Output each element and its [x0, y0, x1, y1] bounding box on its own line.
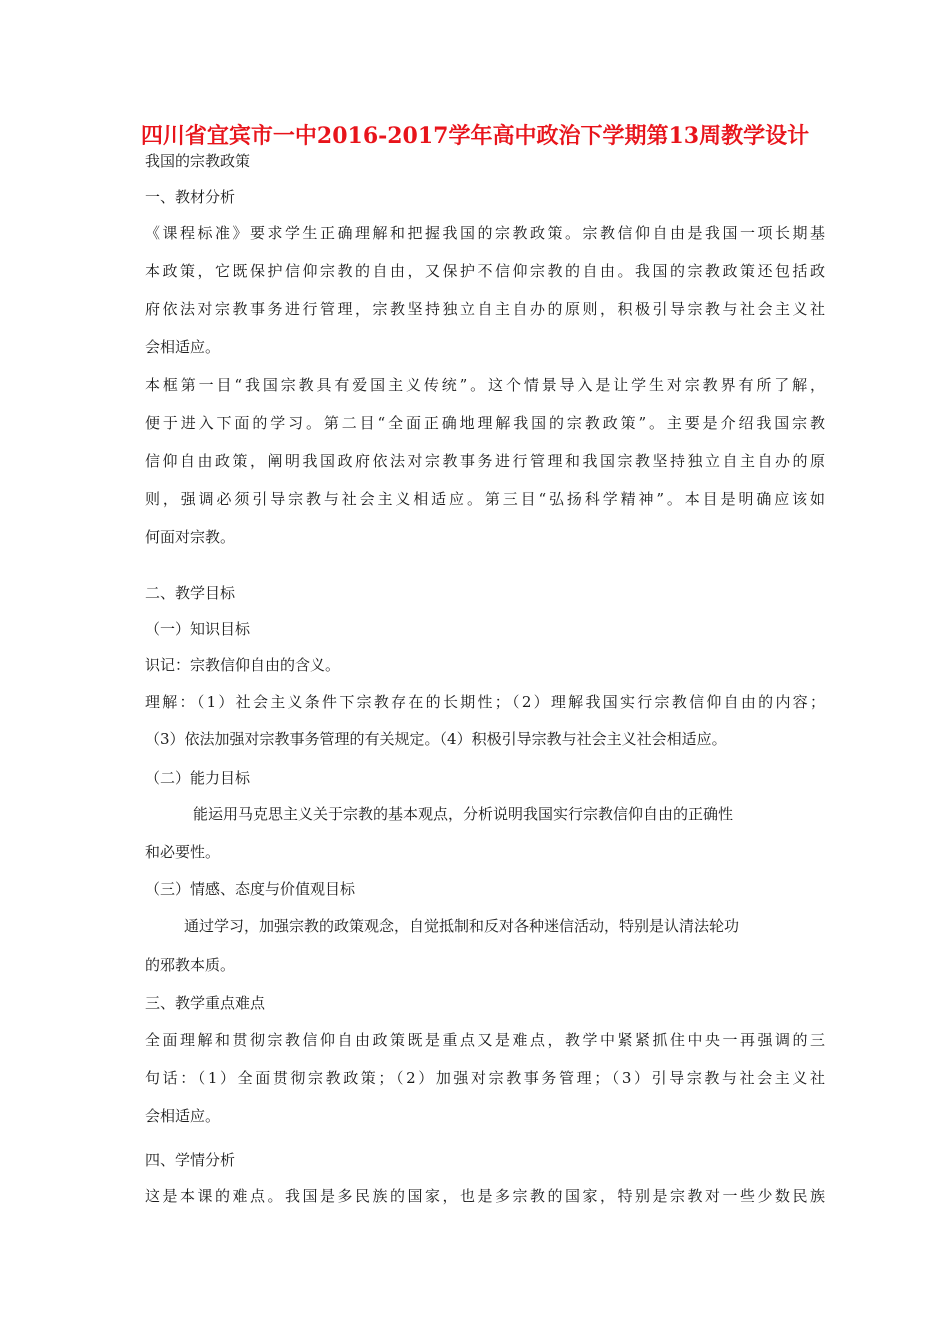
paragraph-line: 全面理解和贯彻宗教信仰自由政策既是重点又是难点，教学中紧紧抓住中央一再强调的三	[145, 1031, 825, 1049]
paragraph-line: 本框第一目“我国宗教具有爱国主义传统”。这个情景导入是让学生对宗教界有所了解，	[145, 376, 825, 394]
paragraph-line: 和必要性。	[145, 843, 221, 861]
paragraph-line: 便于进入下面的学习。第二目“全面正确地理解我国的宗教政策”。主要是介绍我国宗教	[145, 414, 825, 432]
paragraph-line: 何面对宗教。	[145, 528, 236, 546]
paragraph-line: 信仰自由政策，阐明我国政府依法对宗教事务进行管理和我国宗教坚持独立自主自办的原	[145, 452, 825, 470]
subsection-heading: （二）能力目标	[145, 769, 251, 787]
paragraph-line: 识记：宗教信仰自由的含义。	[145, 656, 341, 674]
paragraph-line: 会相适应。	[145, 1107, 221, 1125]
paragraph-line: 本政策，它既保护信仰宗教的自由，又保护不信仰宗教的自由。我国的宗教政策还包括政	[145, 262, 825, 280]
paragraph-line: 这是本课的难点。我国是多民族的国家，也是多宗教的国家，特别是宗教对一些少数民族	[145, 1187, 825, 1205]
paragraph-line: （3）依法加强对宗教事务管理的有关规定。（4）积极引导宗教与社会主义社会相适应。	[145, 730, 727, 748]
section-heading: 三、教学重点难点	[145, 994, 266, 1012]
paragraph-line: 的邪教本质。	[145, 956, 236, 974]
subsection-heading: （三）情感、态度与价值观目标	[145, 880, 356, 898]
section-heading: 一、教材分析	[145, 188, 236, 206]
subtitle: 我国的宗教政策	[145, 152, 251, 170]
subsection-heading: （一）知识目标	[145, 620, 251, 638]
paragraph-line: 《课程标准》要求学生正确理解和把握我国的宗教政策。宗教信仰自由是我国一项长期基	[145, 224, 825, 242]
paragraph-line: 府依法对宗教事务进行管理，宗教坚持独立自主自办的原则，积极引导宗教与社会主义社	[145, 300, 825, 318]
paragraph-line: 通过学习，加强宗教的政策观念，自觉抵制和反对各种迷信活动，特别是认清法轮功	[184, 917, 740, 935]
section-heading: 四、学情分析	[145, 1151, 236, 1169]
paragraph-line: 则，强调必须引导宗教与社会主义相适应。第三目“弘扬科学精神”。本目是明确应该如	[145, 490, 825, 508]
section-heading: 二、教学目标	[145, 584, 236, 602]
document-title: 四川省宜宾市一中2016-2017学年高中政治下学期第13周教学设计	[140, 123, 810, 149]
paragraph-line: 理解：（1）社会主义条件下宗教存在的长期性；（2）理解我国实行宗教信仰自由的内容；	[145, 693, 825, 711]
paragraph-line: 句话：（1）全面贯彻宗教政策；（2）加强对宗教事务管理；（3）引导宗教与社会主义社	[145, 1069, 825, 1087]
paragraph-line: 能运用马克思主义关于宗教的基本观点，分析说明我国实行宗教信仰自由的正确性	[193, 805, 734, 823]
paragraph-line: 会相适应。	[145, 338, 221, 356]
